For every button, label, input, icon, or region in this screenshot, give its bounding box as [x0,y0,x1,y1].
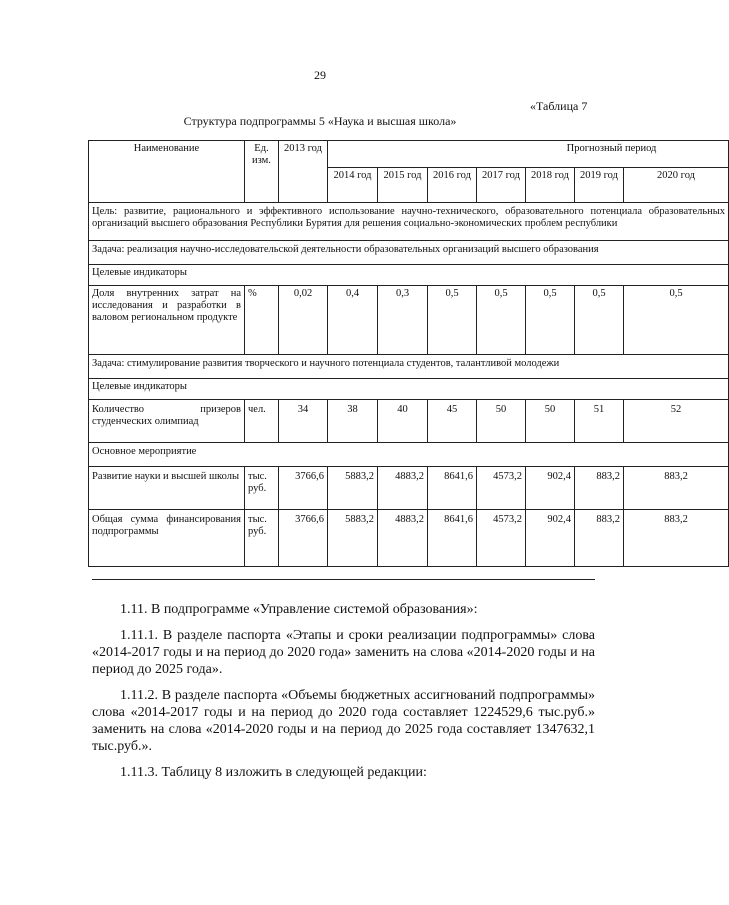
row-value: 0,5 [428,286,477,355]
structure-table-container [88,140,726,571]
header-year-2017: 2017 год [477,168,526,203]
row-value: 883,2 [624,467,729,510]
row-value: 50 [477,400,526,443]
header-base-year: 2013 год [279,141,328,203]
table-row [89,510,729,567]
row-value: 0,5 [575,286,624,355]
row-value: 8641,6 [428,510,477,567]
paragraph-text: 1.11.3. Таблицу 8 изложить в следующей редакции: [120,765,427,780]
row-value: 0,4 [328,286,378,355]
row-value: 4883,2 [378,510,428,567]
paragraph-1-11-3 [92,764,595,781]
row-value: 40 [378,400,428,443]
row-name: Развитие науки и высшей школы [89,467,245,510]
structure-table [88,140,729,567]
goal-text: Цель: развитие, рационального и эффективного использование научно-технического, образовательного потенциала образовательных организаций высшего образования Республики Бурятия для решения социально-экономических проблем республики [89,203,729,241]
row-value: 883,2 [624,510,729,567]
row-value: 902,4 [526,467,575,510]
header-unit: Ед. изм. [245,141,279,203]
row-value: 883,2 [575,467,624,510]
indicators-label-2: Целевые индикаторы [89,379,729,400]
indicators-label-1: Целевые индикаторы [89,265,729,286]
row-value: 50 [526,400,575,443]
section-divider [92,579,595,580]
row-name: Доля внутренних затрат на исследования и разработки в валовом региональном продукте [89,286,245,355]
header-year-2020: 2020 год [624,168,729,203]
main-activity-row [89,443,729,467]
task-2-text: Задача: стимулирование развития творческого и научного потенциала студентов, талантливой молодежи [89,355,729,379]
header-year-2019: 2019 год [575,168,624,203]
paragraph-text: 1.11. В подпрограмме «Управление системой образования»: [120,602,478,617]
header-name: Наименование [89,141,245,203]
row-name: Общая сумма финансирования подпрограммы [89,510,245,567]
task-row-2 [89,355,729,379]
row-unit: тыс. руб. [245,467,279,510]
paragraph-text: 1.11.1. В разделе паспорта «Этапы и сроки реализации подпрограммы» слова «2014-2017 годы и на период до 2020 года» заменить на слова «2014-2020 годы и на период до 2025 года». [92,628,595,677]
row-value: 8641,6 [428,467,477,510]
row-value: 0,5 [624,286,729,355]
row-unit: чел. [245,400,279,443]
row-name: Количество призеров студенческих олимпиад [89,400,245,443]
row-value: 52 [624,400,729,443]
header-forecast: Прогнозный период [328,141,729,168]
row-value: 0,02 [279,286,328,355]
row-unit: тыс. руб. [245,510,279,567]
header-row [89,141,729,168]
row-value: 5883,2 [328,510,378,567]
row-value: 4573,2 [477,467,526,510]
main-activity-label: Основное мероприятие [89,443,729,467]
row-value: 3766,6 [279,510,328,567]
header-year-2016: 2016 год [428,168,477,203]
row-value: 4573,2 [477,510,526,567]
paragraph-1-11-1 [92,627,595,678]
header-year-2014: 2014 год [328,168,378,203]
row-value: 0,5 [477,286,526,355]
task-row-1 [89,241,729,265]
row-value: 5883,2 [328,467,378,510]
table-row [89,467,729,510]
paragraph-1-11 [92,601,595,618]
header-year-2018: 2018 год [526,168,575,203]
row-unit: % [245,286,279,355]
row-value: 0,3 [378,286,428,355]
row-value: 0,5 [526,286,575,355]
row-value: 883,2 [575,510,624,567]
row-value: 34 [279,400,328,443]
goal-row [89,203,729,241]
table-row [89,400,729,443]
header-year-2015: 2015 год [378,168,428,203]
table-title: Структура подпрограммы 5 «Наука и высшая школа» [183,114,457,128]
paragraph-1-11-2 [92,687,595,755]
indicators-row-1 [89,265,729,286]
table-reference: «Таблица 7 [530,99,588,113]
row-value: 4883,2 [378,467,428,510]
row-value: 902,4 [526,510,575,567]
paragraph-text: 1.11.2. В разделе паспорта «Объемы бюджетных ассигнований подпрограммы» слова «2014-2017 годы и на период до 2020 года составляет 1224529,6 тыс.руб.» заменить на слова «2014-2020 годы и на период до 2025 года составляет 1347632,1 тыс.руб.». [92,688,595,754]
row-value: 51 [575,400,624,443]
page-number: 29 [314,68,326,82]
row-value: 45 [428,400,477,443]
row-value: 38 [328,400,378,443]
row-value: 3766,6 [279,467,328,510]
task-1-text: Задача: реализация научно-исследовательской деятельности образовательных организаций высшего образования [89,241,729,265]
indicators-row-2 [89,379,729,400]
table-row [89,286,729,355]
